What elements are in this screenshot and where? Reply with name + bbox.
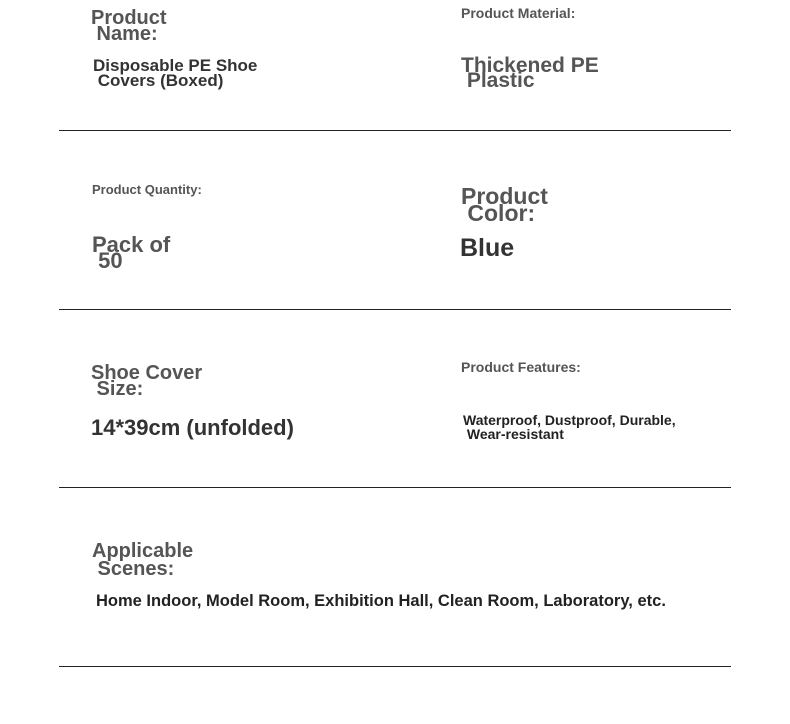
row-divider xyxy=(59,666,731,667)
product-name-value: Disposable PE Shoe Covers (Boxed) xyxy=(93,56,258,90)
product-quantity-value: Pack of 50 xyxy=(92,232,171,273)
applicable-scenes-value: Home Indoor, Model Room, Exhibition Hall, Clean Room, Laboratory, etc. xyxy=(96,592,666,610)
product-material-label: Product Material: xyxy=(461,5,576,21)
shoe-cover-size-value: 14*39cm (unfolded) xyxy=(91,415,294,440)
row-divider xyxy=(59,130,731,131)
product-features-label: Product Features: xyxy=(461,359,581,375)
product-material-value: Thickened PE Plastic xyxy=(461,54,599,92)
row-divider xyxy=(59,309,731,310)
product-features-value: Waterproof, Dustproof, Durable, Wear-resistant xyxy=(463,412,676,442)
shoe-cover-size-label: Shoe Cover Size: xyxy=(91,362,203,400)
product-quantity-label: Product Quantity: xyxy=(92,182,202,197)
product-color-value: Blue xyxy=(460,234,515,262)
applicable-scenes-label: Applicable Scenes: xyxy=(92,540,194,580)
product-color-label: Product Color: xyxy=(461,183,548,226)
product-name-label: Product Name: xyxy=(91,7,167,45)
row-divider xyxy=(59,487,731,488)
